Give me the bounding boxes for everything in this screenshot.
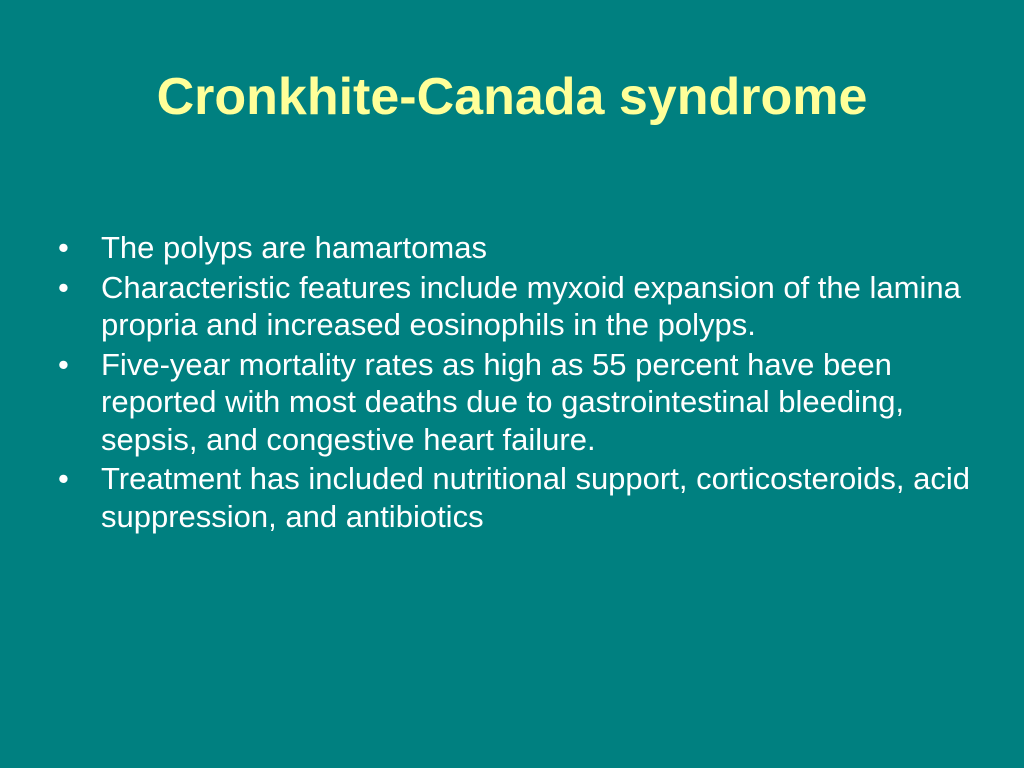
bullet-icon: • — [58, 269, 69, 305]
bullet-list — [58, 229, 988, 537]
bullet-item — [58, 229, 988, 267]
bullet-icon: • — [58, 461, 69, 496]
bullet-text: The polyps are hamartomas — [101, 230, 487, 265]
bullet-text: Five-year mortality rates as high as 55 percent have been reported with most deaths due to gastrointestinal bleeding, sepsis, and congestive heart failure. — [101, 346, 905, 457]
bullet-item — [58, 346, 988, 459]
bullet-item — [58, 460, 988, 535]
bullet-icon: • — [58, 346, 69, 382]
slide-title: Cronkhite-Canada syndrome — [156, 68, 868, 126]
bullet-icon: • — [58, 230, 69, 265]
bullet-item — [58, 269, 988, 344]
bullet-text: Treatment has included nutritional support, corticosteroids, acid suppression, and antibiotics — [101, 461, 971, 534]
bullet-text: Characteristic features include myxoid expansion of the lamina propria and increased eosinophils in the polyps. — [101, 269, 961, 342]
